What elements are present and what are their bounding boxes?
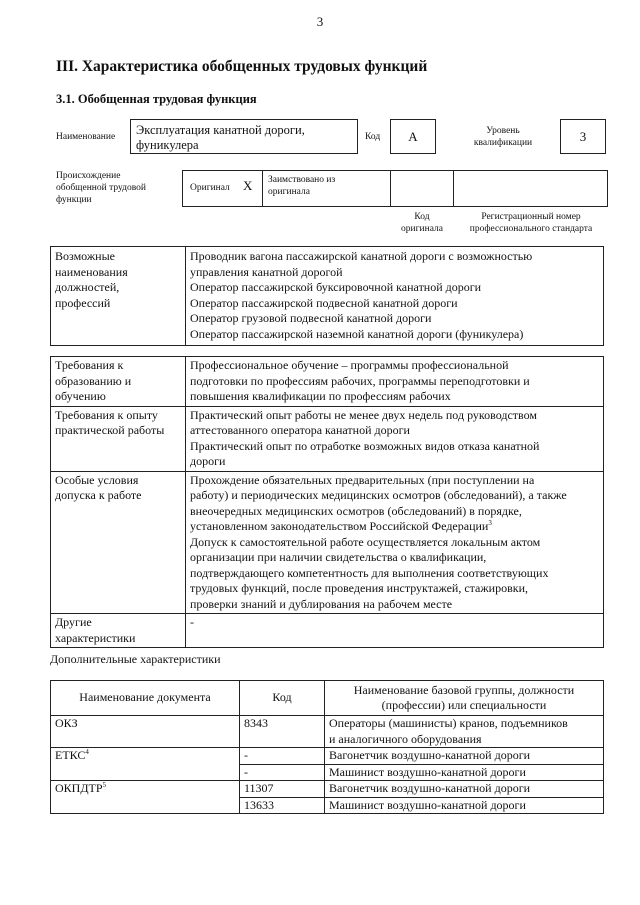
text-line — [190, 519, 599, 535]
table-row — [51, 406, 604, 471]
reg-caption-line: профессионального стандарта — [469, 224, 593, 234]
text-line: внеочередных медицинских осмотров (обследований) в порядке, — [190, 503, 522, 518]
positions-label — [51, 247, 186, 346]
section-title: III. Характеристика обобщенных трудовых функций — [56, 58, 428, 75]
text-line: Прохождение обязательных предварительных (при поступлении на — [190, 472, 535, 487]
text-line: Практический опыт работы не менее двух недель под руководством — [190, 407, 537, 422]
code-value: А — [390, 119, 436, 154]
other-value: - — [186, 614, 604, 648]
name-value — [130, 119, 358, 154]
list-item: Оператор пассажирской наземной канатной дороги (фуникулера) — [190, 326, 524, 341]
reg-caption — [454, 211, 608, 235]
label-line: Требования к — [55, 358, 124, 372]
label-line: Особые условия — [55, 472, 139, 487]
text-line: подтверждающего компетентность для выполнения соответствующих — [190, 565, 549, 580]
text-line: работу) и периодических медицинских осмотров (обследований), а также — [190, 488, 567, 502]
divider — [390, 170, 391, 207]
label-line: образованию и — [55, 373, 132, 388]
name-label: Наименование — [56, 132, 116, 142]
list-item: управления канатной дорогой — [190, 264, 343, 279]
education-value — [186, 357, 604, 407]
label-line: должностей, — [55, 280, 120, 294]
original-mark: X — [243, 178, 253, 193]
additional-table — [50, 680, 604, 814]
education-label — [51, 357, 186, 407]
text-line-content: установленном законодательством Российской Федерации — [190, 519, 489, 533]
text-line: Допуск к самостоятельной работе осуществляется локальным актом — [190, 534, 541, 549]
level-label-line: Уровень — [486, 126, 520, 136]
experience-value — [186, 406, 604, 471]
footnote-ref: 3 — [488, 519, 492, 527]
special-label — [51, 471, 186, 614]
label-line: Возможные — [55, 249, 115, 263]
cell-name: Вагонетчик воздушно-канатной дороги — [325, 748, 604, 765]
borrowed-label-line: оригинала — [268, 187, 310, 197]
doc-name: ЕТКС — [55, 748, 86, 762]
special-value — [186, 471, 604, 614]
origin-label-line: функции — [56, 195, 92, 205]
list-item: Оператор пассажирской буксировочной канатной дороги — [190, 280, 482, 294]
cell-line: и аналогичного оборудования — [329, 731, 482, 746]
cell-name: Вагонетчик воздушно-канатной дороги — [325, 781, 604, 798]
cell-code: 11307 — [240, 781, 325, 798]
label-line: Другие — [55, 615, 92, 629]
label-line: обучению — [55, 389, 106, 403]
additional-title: Дополнительные характеристики — [50, 652, 221, 666]
header-line: Наименование базовой группы, должности — [353, 682, 575, 697]
name-value-line: фуникулера — [136, 138, 199, 152]
original-label: Оригинал — [190, 183, 230, 193]
text-line: повышения квалификации по профессиям рабочих — [190, 389, 451, 403]
page-number: 3 — [316, 14, 324, 29]
footnote-ref: 5 — [102, 781, 107, 789]
code-caption-line: оригинала — [401, 224, 443, 234]
borrowed-label-line: Заимствовано из — [268, 175, 336, 185]
header-line: (профессии) или специальности — [381, 698, 547, 712]
cell-code: 8343 — [240, 716, 325, 748]
label-line: профессий — [55, 295, 111, 310]
header-doc: Наименование документа — [51, 681, 240, 716]
cell-name — [325, 716, 604, 748]
text-line: проверки знаний и дублирования на рабочем месте — [190, 596, 453, 611]
table-row — [51, 681, 604, 716]
positions-list — [186, 247, 604, 346]
cell-doc — [51, 748, 240, 781]
reg-caption-line: Регистрационный номер — [481, 212, 581, 222]
list-item: Оператор пассажирской подвесной канатной дороги — [190, 295, 458, 310]
subsection-title: 3.1. Обобщенная трудовая функция — [56, 92, 257, 106]
doc-name: ОКПДТР — [55, 781, 103, 795]
origin-label — [56, 170, 146, 206]
code-label: Код — [365, 132, 381, 142]
table-row — [51, 614, 604, 648]
experience-label — [51, 406, 186, 471]
table-row — [51, 471, 604, 614]
level-label-line: квалификации — [473, 138, 533, 148]
divider — [453, 170, 454, 207]
text-line: Профессиональное обучение – программы профессиональной — [190, 358, 509, 372]
requirements-table — [50, 356, 604, 648]
table-row — [51, 781, 604, 798]
header-name — [325, 681, 604, 716]
code-caption-line: Код — [414, 212, 430, 222]
level-label — [458, 125, 548, 149]
text-line: дороги — [190, 454, 226, 468]
divider — [262, 170, 263, 207]
text-line: Практический опыт по отработке возможных видов отказа канатной — [190, 438, 540, 453]
text-line: аттестованного оператора канатной дороги — [190, 423, 410, 437]
table-row — [51, 748, 604, 765]
table-row — [51, 247, 604, 346]
borrowed-label — [268, 174, 335, 198]
table-row — [51, 716, 604, 748]
label-line: наименования — [55, 264, 128, 279]
label-line: характеристики — [55, 630, 136, 645]
cell-doc: ОКЗ — [51, 716, 240, 748]
cell-code: 13633 — [240, 797, 325, 814]
cell-code: - — [240, 764, 325, 781]
text-line: организации при наличии свидетельства о квалификации, — [190, 550, 487, 564]
table-row — [51, 357, 604, 407]
origin-label-line: Происхождение — [56, 171, 121, 181]
cell-code: - — [240, 748, 325, 765]
footnote-ref: 4 — [85, 748, 89, 756]
label-line: практической работы — [55, 423, 165, 437]
code-caption — [390, 211, 454, 235]
list-item: Проводник вагона пассажирской канатной дороги с возможностью — [190, 249, 533, 263]
label-line: Требования к опыту — [55, 407, 158, 422]
other-label — [51, 614, 186, 648]
origin-label-line: обобщенной трудовой — [56, 183, 146, 193]
text-line: подготовки по профессиям рабочих, программы переподготовки и — [190, 373, 530, 388]
cell-name: Машинист воздушно-канатной дороги — [325, 764, 604, 781]
label-line: допуска к работе — [55, 488, 142, 502]
list-item: Оператор грузовой подвесной канатной дороги — [190, 311, 432, 325]
cell-line: Операторы (машинисты) кранов, подъемников — [329, 716, 568, 730]
cell-name: Машинист воздушно-канатной дороги — [325, 797, 604, 814]
positions-table — [50, 246, 604, 346]
text-line: трудовых функций, после проведения инструктажей, стажировки, — [190, 581, 528, 595]
level-value: 3 — [560, 119, 606, 154]
header-code: Код — [240, 681, 325, 716]
cell-doc — [51, 781, 240, 814]
name-value-line: Эксплуатация канатной дороги, — [136, 123, 305, 137]
